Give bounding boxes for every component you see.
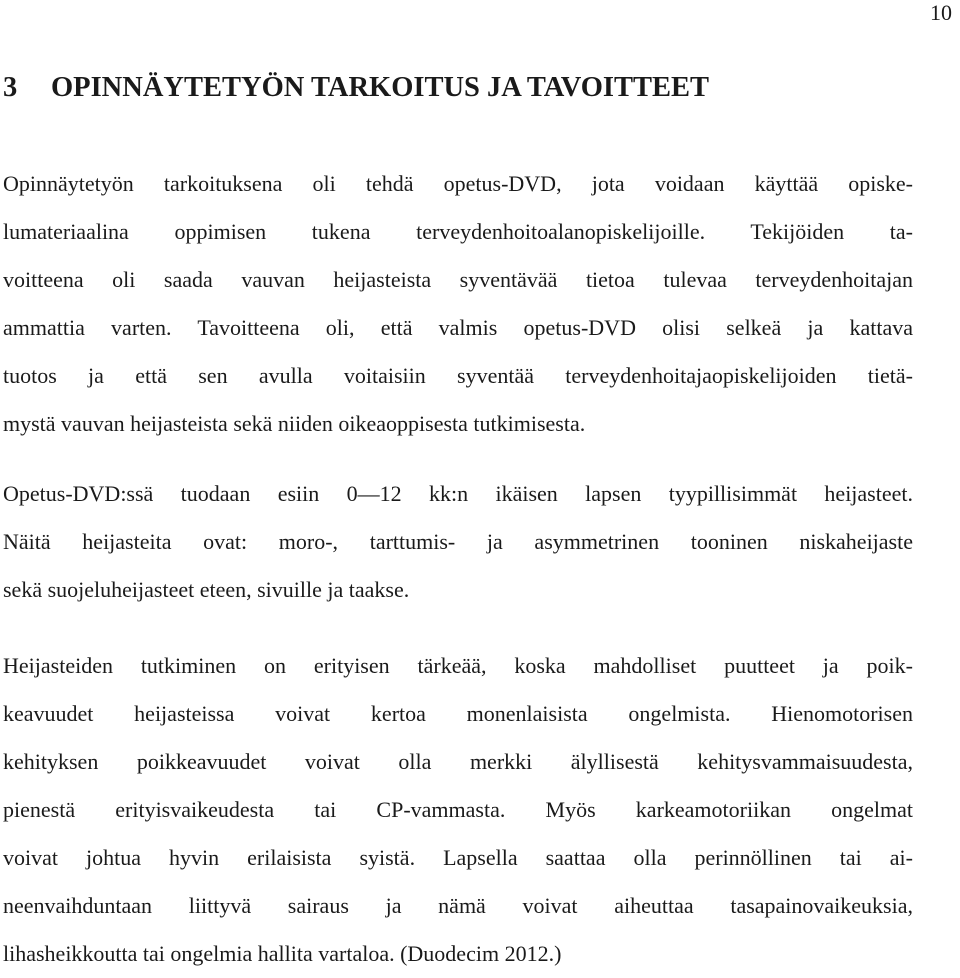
text-line: voivat johtua hyvin erilaisista syistä. Lapsella saattaa olla perinnöllinen tai ai- [3,845,913,870]
section-title: OPINNÄYTETYÖN TARKOITUS JA TAVOITTEET [51,72,710,103]
paragraph-importance [3,642,913,978]
text-line: tuotos ja että sen avulla voitaisiin syventää terveydenhoitajaopiskelijoiden tietä- [3,363,913,388]
paragraph-reflexes [3,470,913,614]
text-line: lihasheikkoutta tai ongelmia hallita vartaloa. (Duodecim 2012.) [3,941,562,966]
text-line: ammattia varten. Tavoitteena oli, että valmis opetus-DVD olisi selkeä ja kattava [3,315,913,340]
text-line: voitteena oli saada vauvan heijasteista syventävää tietoa tulevaa terveydenhoitajan [3,267,913,292]
text-line: pienestä erityisvaikeudesta tai CP-vammasta. Myös karkeamotoriikan ongelmat [3,797,913,822]
text-line: Opinnäytetyön tarkoituksena oli tehdä opetus-DVD, jota voidaan käyttää opiske- [3,171,913,196]
text-line: sekä suojeluheijasteet eteen, sivuille ja taakse. [3,577,410,602]
text-line: lumateriaalina oppimisen tukena terveydenhoitoalanopiskelijoille. Tekijöiden ta- [3,219,913,244]
page-number: 10 [930,0,952,25]
text-line: neenvaihduntaan liittyvä sairaus ja nämä voivat aiheuttaa tasapainovaikeuksia, [3,893,913,918]
text-line: mystä vauvan heijasteista sekä niiden oikeaoppisesta tutkimisesta. [3,411,586,436]
text-line: Opetus-DVD:ssä tuodaan esiin 0—12 kk:n ikäisen lapsen tyypillisimmät heijasteet. [3,481,913,506]
text-line: keavuudet heijasteissa voivat kertoa monenlaisista ongelmista. Hienomotorisen [3,701,913,726]
text-line: Näitä heijasteita ovat: moro-, tarttumis- ja asymmetrinen tooninen niskaheijaste [3,529,913,554]
text-line: kehityksen poikkeavuudet voivat olla merkki älyllisestä kehitysvammaisuudesta, [3,749,913,774]
section-heading [3,70,709,106]
paragraph-purpose [3,160,913,448]
section-number: 3 [3,72,18,103]
text-line: Heijasteiden tutkiminen on erityisen tärkeää, koska mahdolliset puutteet ja poik- [3,653,913,678]
